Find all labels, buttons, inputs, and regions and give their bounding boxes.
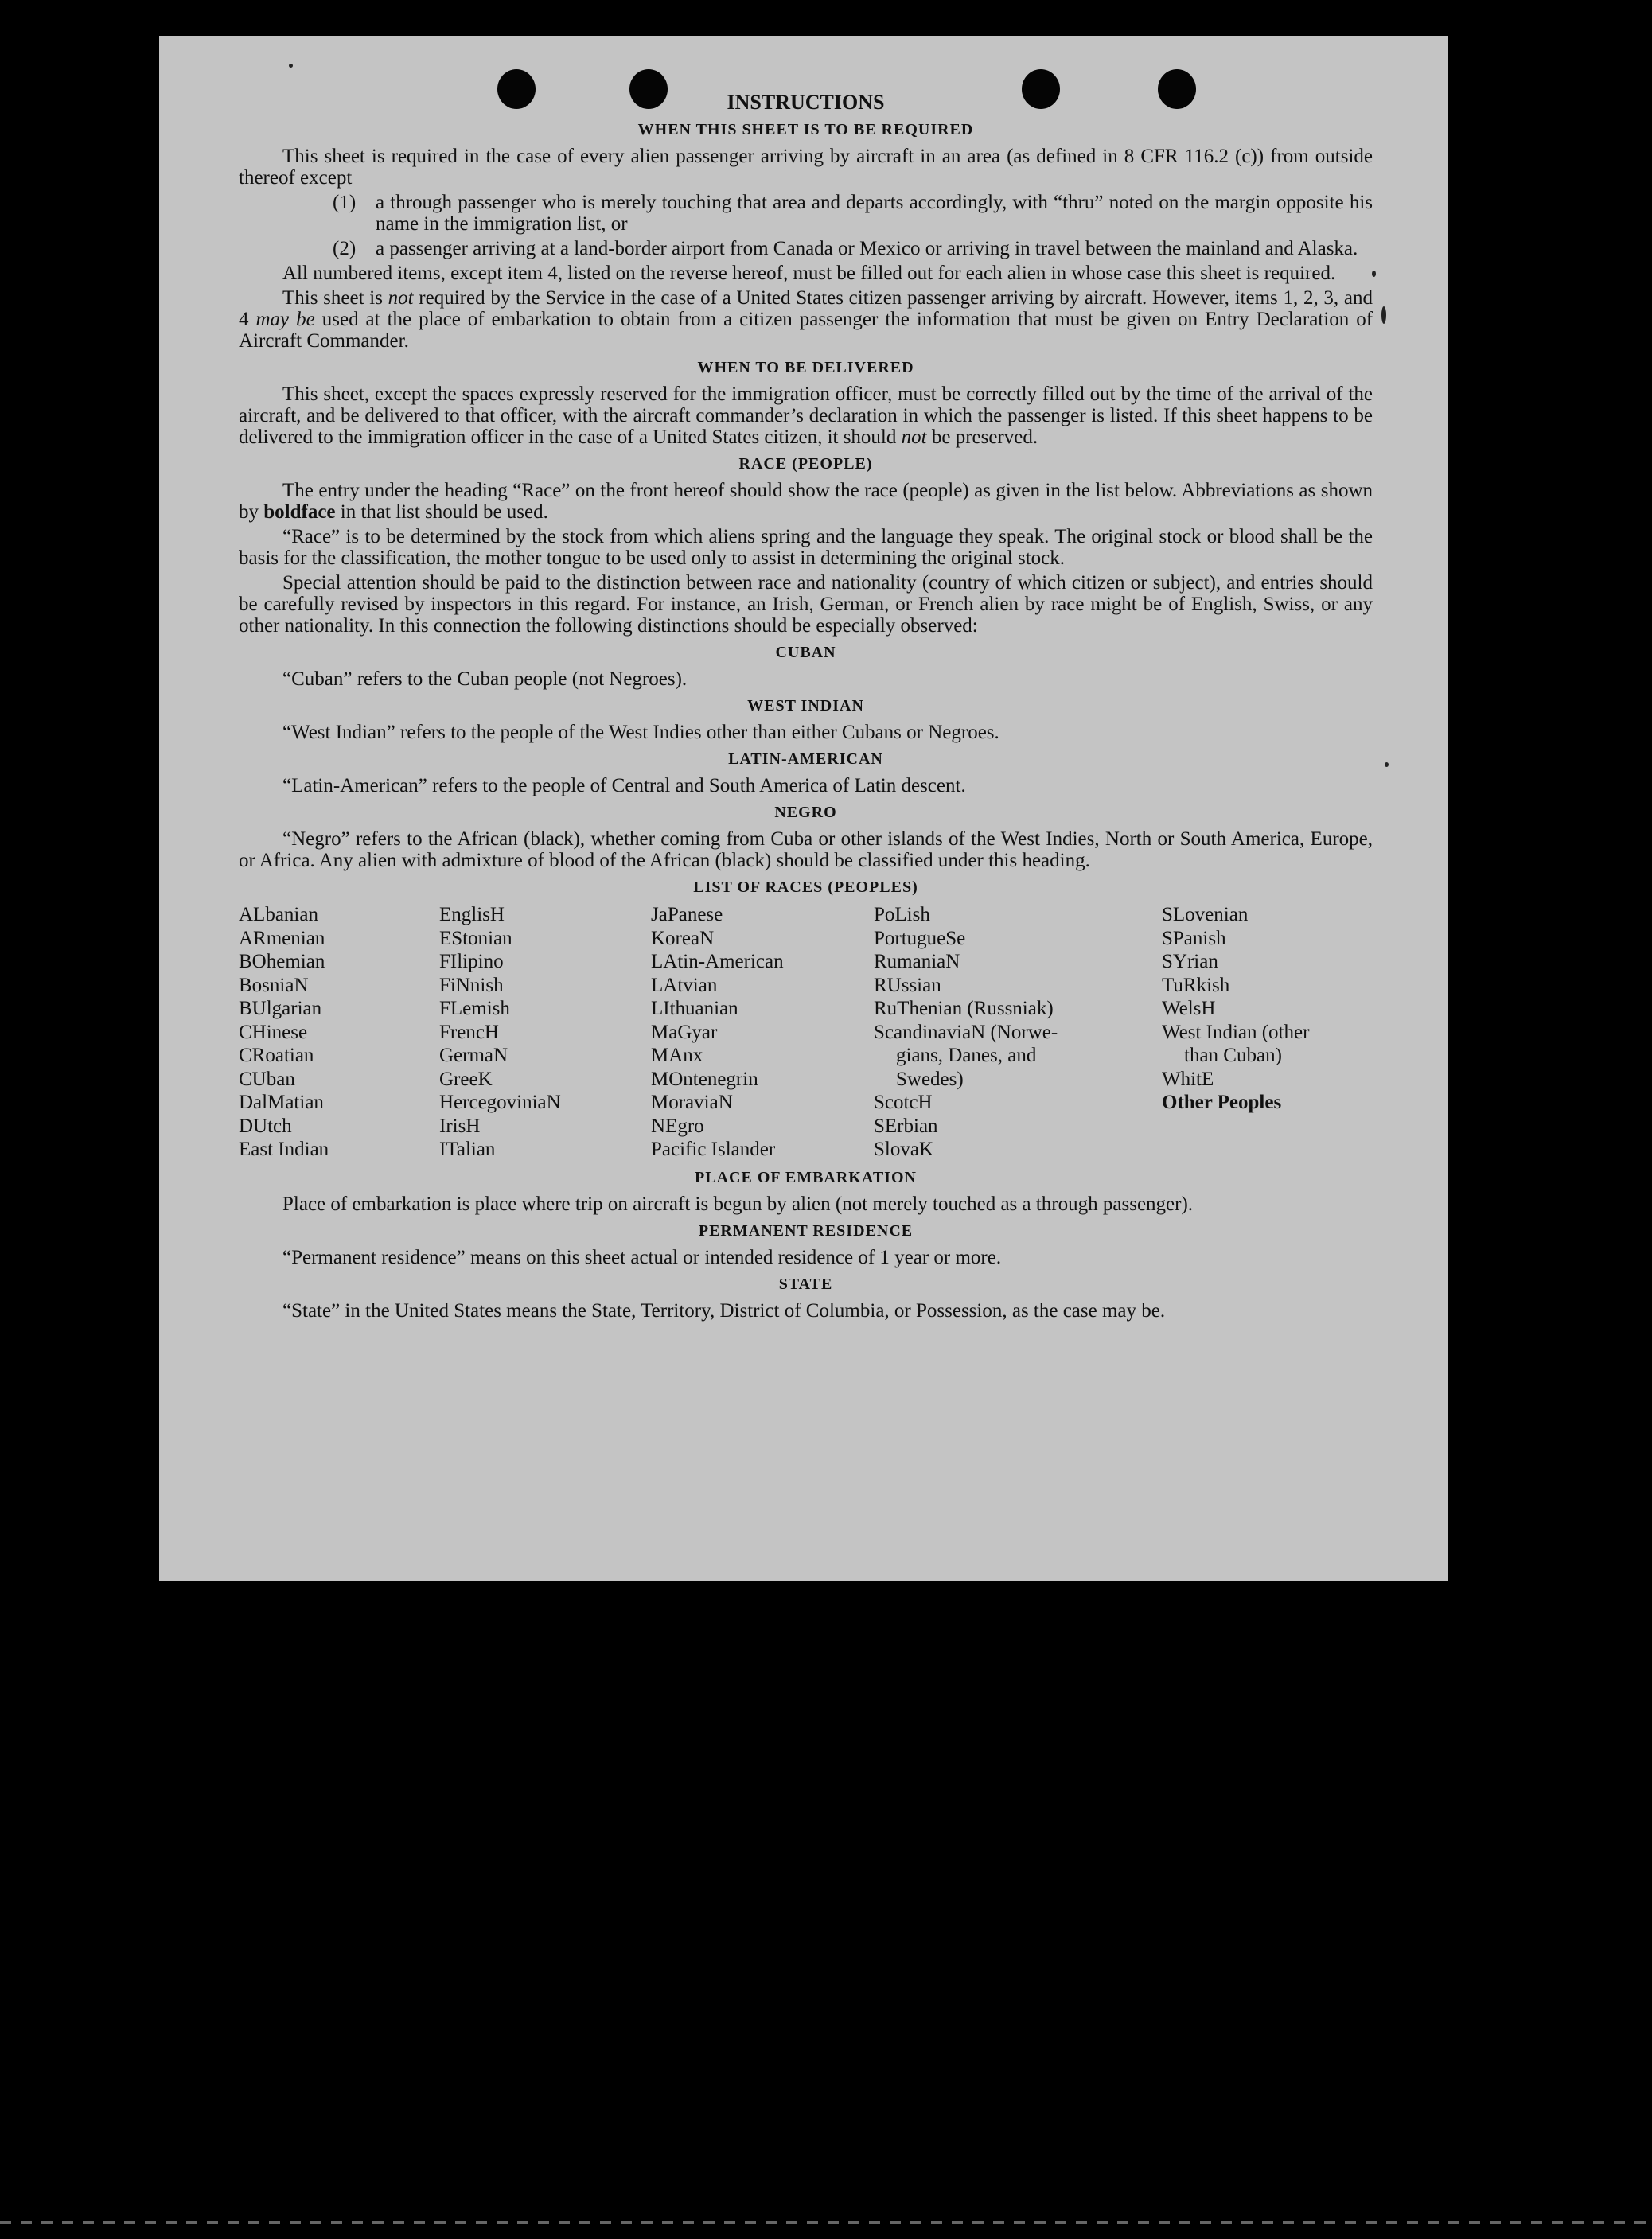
race-entry: GermaN bbox=[439, 1045, 508, 1066]
text-run: required by the Service in the case of a United States citizen passenger arriving by aircraft. However, items 1, 2, 3, and 4 bbox=[239, 287, 1373, 330]
list-item-number: (2) bbox=[333, 238, 357, 259]
race-entry: IrisH bbox=[439, 1115, 481, 1137]
paragraph-state: “State” in the United States means the State, Territory, District of Columbia, or Possession, as the case may be. bbox=[282, 1299, 1166, 1322]
race-entry: CHinese bbox=[239, 1021, 308, 1043]
race-entry: NEgro bbox=[651, 1115, 704, 1137]
race-entry: GreeK bbox=[439, 1068, 493, 1090]
race-entry: FLemish bbox=[439, 998, 510, 1019]
race-entry: DalMatian bbox=[239, 1092, 324, 1113]
race-entry: MAnx bbox=[651, 1045, 703, 1066]
race-entry: BOhemian bbox=[239, 951, 325, 972]
paragraph-citizen bbox=[239, 287, 1373, 352]
list-item-text: a through passenger who is merely touching that area and departs accordingly, with “thru” noted on the margin opposite his name in the immigration list, or bbox=[376, 192, 1373, 235]
paragraph-embarkation: Place of embarkation is place where trip on aircraft is begun by alien (not merely touched as a through passenger). bbox=[282, 1193, 1194, 1215]
race-entry: PortugueSe bbox=[874, 927, 966, 949]
paragraph-negro: “Negro” refers to the African (black), whether coming from Cuba or other islands of the West Indies, North or South America, Europe, or Africa. Any alien with admixture of blood of the African (black) should be classified under this heading. bbox=[239, 828, 1373, 871]
race-entry: SErbian bbox=[874, 1115, 938, 1137]
italic-text: not bbox=[901, 426, 927, 448]
heading-race: RACE (PEOPLE) bbox=[738, 455, 873, 473]
race-entry: JaPanese bbox=[651, 904, 723, 925]
races-column-5 bbox=[1162, 903, 1373, 1162]
paragraph-numbered-items: All numbered items, except item 4, listed on the reverse hereof, must be filled out for each alien in whose case this sheet is required. bbox=[282, 263, 1336, 284]
text-run: used at the place of embarkation to obtain from a citizen passenger the information that must be given on Entry Declaration of Aircraft Commander. bbox=[239, 309, 1373, 352]
race-entry: SPanish bbox=[1162, 927, 1226, 949]
race-entry-continued: than Cuban) bbox=[1184, 1045, 1282, 1066]
paragraph-race-definition: “Race” is to be determined by the stock from which aliens spring and the language they speak. The original stock or blood shall be the basis for the classification, the mother tongue to be used only to assist in determining the original stock. bbox=[239, 526, 1373, 569]
race-entry: HercegoviniaN bbox=[439, 1092, 561, 1113]
heading-west-indian: WEST INDIAN bbox=[747, 697, 864, 715]
races-column-2 bbox=[439, 903, 651, 1162]
race-entry-continued: gians, Danes, and bbox=[896, 1045, 1037, 1066]
scan-artifact-line bbox=[0, 2221, 1652, 2224]
race-entry: RuThenian (Russniak) bbox=[874, 998, 1054, 1019]
race-entry: CRoatian bbox=[239, 1045, 314, 1066]
paragraph-latin-american: “Latin-American” refers to the people of Central and South America of Latin descent. bbox=[282, 775, 966, 796]
paragraph-intro: This sheet is required in the case of every alien passenger arriving by aircraft in an area (as defined in 8 CFR 116.2 (c)) from outside thereof except bbox=[239, 146, 1373, 189]
heading-negro: NEGRO bbox=[774, 804, 837, 821]
paragraph-race-entry bbox=[239, 480, 1373, 523]
race-entry: ARmenian bbox=[239, 927, 325, 949]
speck bbox=[1372, 271, 1376, 277]
race-entry: Pacific Islander bbox=[651, 1139, 776, 1160]
italic-text: may be bbox=[255, 309, 315, 330]
races-column-4 bbox=[874, 903, 1162, 1162]
speck bbox=[1385, 762, 1389, 767]
heading-embarkation: PLACE OF EMBARKATION bbox=[695, 1168, 917, 1186]
punch-hole-3 bbox=[1022, 69, 1060, 109]
heading-latin-american: LATIN-AMERICAN bbox=[728, 750, 883, 768]
races-list bbox=[239, 903, 1373, 1162]
race-entry: LAtin-American bbox=[651, 951, 784, 972]
text-run: in that list should be used. bbox=[335, 501, 548, 523]
race-entry: EStonian bbox=[439, 927, 512, 949]
list-item-number: (1) bbox=[333, 192, 357, 213]
race-entry-continued: Swedes) bbox=[896, 1068, 964, 1090]
text-run: be preserved. bbox=[926, 426, 1038, 448]
race-entry: BosniaN bbox=[239, 974, 309, 996]
punch-hole-2 bbox=[629, 69, 668, 109]
race-entry: TuRkish bbox=[1162, 974, 1230, 996]
list-item-2 bbox=[333, 238, 1373, 259]
race-entry: WelsH bbox=[1162, 998, 1216, 1019]
document-page bbox=[159, 36, 1448, 1581]
race-entry: LIthuanian bbox=[651, 998, 738, 1019]
paragraph-race-nationality: Special attention should be paid to the distinction between race and nationality (country of which citizen or subject), and entries should be carefully revised by inspectors in this regard. For instance, an Irish, German, or French alien by race might be of English, Swiss, or any other nationality. In this connection the following distinctions should be especially observed: bbox=[239, 572, 1373, 637]
race-entry: PoLish bbox=[874, 904, 930, 925]
race-entry: MaGyar bbox=[651, 1021, 718, 1043]
bold-text: boldface bbox=[263, 501, 336, 523]
race-entry-other: Other Peoples bbox=[1162, 1092, 1282, 1113]
race-entry: ScandinaviaN (Norwe- bbox=[874, 1021, 1058, 1043]
race-entry: WhitE bbox=[1162, 1068, 1214, 1090]
race-entry: SYrian bbox=[1162, 951, 1218, 972]
race-entry: SLovenian bbox=[1162, 904, 1249, 925]
race-entry: West Indian (other bbox=[1162, 1021, 1310, 1043]
race-entry: FiNnish bbox=[439, 974, 504, 996]
heading-when-delivered: WHEN TO BE DELIVERED bbox=[697, 359, 914, 376]
heading-cuban: CUBAN bbox=[775, 644, 836, 661]
heading-when-required: WHEN THIS SHEET IS TO BE REQUIRED bbox=[637, 121, 974, 138]
paragraph-west-indian: “West Indian” refers to the people of the West Indies other than either Cubans or Negroes. bbox=[282, 722, 999, 743]
race-entry: ALbanian bbox=[239, 904, 318, 925]
race-entry: RUssian bbox=[874, 974, 941, 996]
list-item-text: a passenger arriving at a land-border airport from Canada or Mexico or arriving in travel between the mainland and Alaska. bbox=[376, 238, 1358, 259]
race-entry: ITalian bbox=[439, 1139, 496, 1160]
race-entry: FrencH bbox=[439, 1021, 499, 1043]
heading-state: STATE bbox=[778, 1275, 833, 1293]
race-entry: MoraviaN bbox=[651, 1092, 733, 1113]
paragraph-residence: “Permanent residence” means on this sheet actual or intended residence of 1 year or more. bbox=[282, 1246, 1002, 1268]
races-column-1 bbox=[239, 903, 439, 1162]
punch-hole-1 bbox=[497, 69, 536, 109]
race-entry: KoreaN bbox=[651, 927, 715, 949]
heading-residence: PERMANENT RESIDENCE bbox=[698, 1221, 914, 1240]
speck bbox=[1381, 306, 1386, 324]
text-run: This sheet, except the spaces expressly reserved for the immigration officer, must be correctly filled out by the time of the arrival of the aircraft, and be delivered to that officer, with the aircraft commander’s declaration in which the passenger is listed. If this sheet happens to be delivered to the immigration officer in the case of a United States citizen, it should bbox=[239, 384, 1373, 448]
text-run: This sheet is bbox=[282, 287, 388, 309]
race-entry: DUtch bbox=[239, 1115, 292, 1137]
races-column-3 bbox=[651, 903, 874, 1162]
race-entry: CUban bbox=[239, 1068, 295, 1090]
race-entry: FIlipino bbox=[439, 951, 504, 972]
race-entry: RumaniaN bbox=[874, 951, 960, 972]
punch-hole-4 bbox=[1158, 69, 1196, 109]
list-item-1 bbox=[333, 192, 1373, 235]
race-entry: ScotcH bbox=[874, 1092, 933, 1113]
page-title: INSTRUCTIONS bbox=[727, 91, 885, 114]
race-entry: BUlgarian bbox=[239, 998, 322, 1019]
paragraph-delivery bbox=[239, 384, 1373, 448]
paragraph-cuban: “Cuban” refers to the Cuban people (not Negroes). bbox=[282, 668, 688, 690]
race-entry: East Indian bbox=[239, 1139, 329, 1160]
italic-text: not bbox=[388, 287, 414, 309]
race-entry: MOntenegrin bbox=[651, 1068, 758, 1090]
heading-list-of-races: LIST OF RACES (PEOPLES) bbox=[693, 878, 918, 896]
race-entry: SlovaK bbox=[874, 1139, 933, 1160]
text-run: The entry under the heading “Race” on the front hereof should show the race (people) as given in the list below. Abbreviations as shown by bbox=[239, 480, 1373, 523]
race-entry: EnglisH bbox=[439, 904, 505, 925]
race-entry: LAtvian bbox=[651, 974, 718, 996]
speck bbox=[289, 64, 293, 68]
